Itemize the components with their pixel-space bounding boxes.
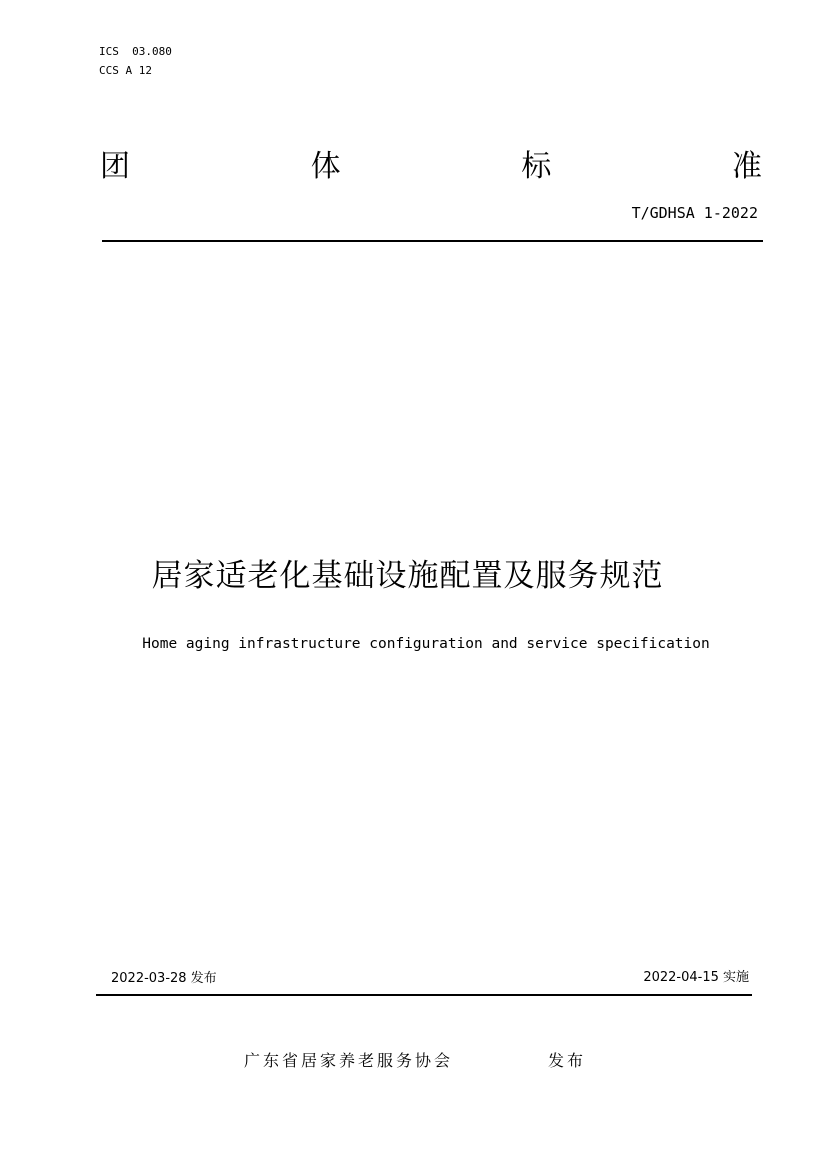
standard-type-heading (100, 138, 762, 188)
ics-code: ICS 03.080 (99, 45, 172, 58)
standard-type-char: 标 (521, 149, 552, 184)
standard-type-char: 体 (310, 149, 341, 184)
implementation-date: 2022-04-15 实施 (643, 970, 749, 985)
publisher-name: 广东省居家养老服务协会 (244, 1051, 454, 1070)
document-title-chinese: 居家适老化基础设施配置及服务规范 (151, 558, 664, 594)
standard-type-char: 准 (731, 149, 762, 184)
issue-date: 2022-03-28 发布 (111, 971, 217, 986)
standard-type-char: 团 (100, 149, 130, 184)
standard-number: T/GDHSA 1-2022 (631, 204, 758, 222)
ccs-code: CCS A 12 (99, 64, 152, 77)
document-title-english: Home aging infrastructure configuration and service specification (142, 636, 710, 652)
classification-codes (99, 42, 172, 80)
top-divider (102, 240, 763, 242)
bottom-divider (96, 994, 752, 996)
publisher-action: 发布 (548, 1051, 587, 1070)
